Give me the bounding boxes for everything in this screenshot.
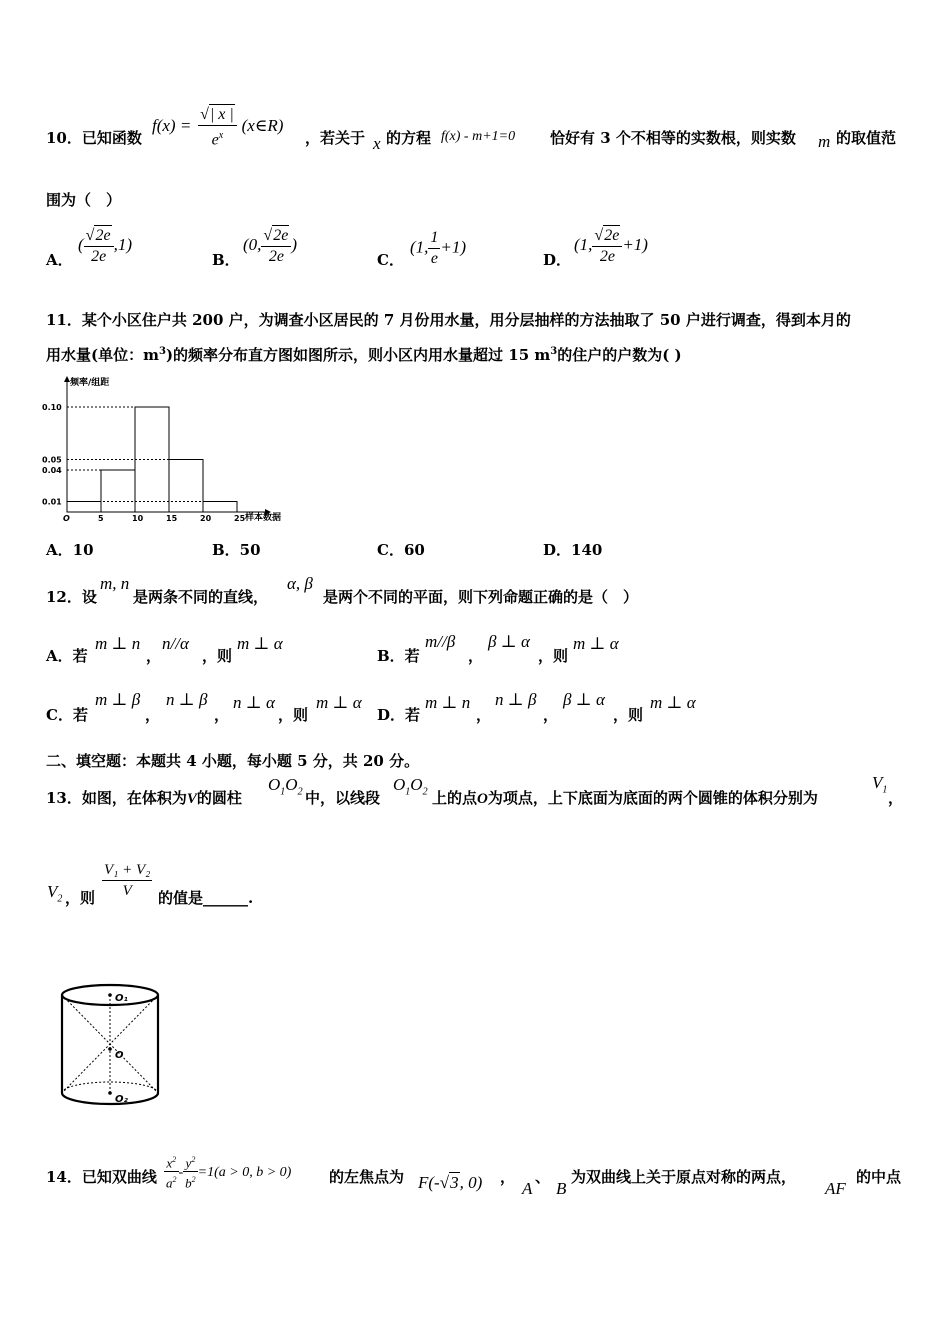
label-o1: O₁ — [115, 993, 128, 1004]
q10-option-b-label: B． — [212, 251, 240, 269]
q10-option-d-label: D． — [543, 251, 572, 269]
q14-text-4: 、 — [535, 1168, 551, 1186]
q12-d-m1: m ⊥ n — [425, 693, 471, 712]
q11-option-c: C．60 — [377, 541, 425, 559]
q14-text-6: 的中点 — [856, 1168, 902, 1186]
q12-c-comma-1: ， — [145, 706, 161, 724]
q14-start — [46, 1166, 157, 1187]
histogram-bar-15-20 — [169, 460, 203, 513]
x-tick-15: 15 — [166, 514, 178, 523]
q12-c-comma-2: ， — [214, 706, 230, 724]
q10-equation: f(x) - m+1=0 — [441, 129, 516, 144]
q10-option-a-formula: ( $\frac{√2e}{2e}$ ,1) — [78, 227, 132, 265]
q12-d-comma-1: ， — [476, 706, 492, 724]
q10-domain: (x∈R) — [241, 116, 284, 136]
histogram-bar-20-25 — [203, 502, 237, 513]
q11-text-2c: 的住户的户数为( ) — [557, 346, 682, 364]
q12-c-then: ，则 — [278, 706, 309, 724]
q12-number: 12． — [46, 588, 82, 606]
q12-a-m3: m ⊥ α — [237, 634, 283, 653]
q10-m: m — [818, 132, 831, 151]
q12-c-m4: m ⊥ α — [316, 693, 362, 712]
q12-a-comma: ， — [146, 647, 162, 665]
q14-point-a: A — [522, 1179, 533, 1198]
q14-point-b: B — [556, 1179, 567, 1198]
q12-d-m4: m ⊥ α — [650, 693, 696, 712]
y-tick-0.01: 0.01 — [42, 497, 62, 507]
q10-number: 10． — [46, 129, 82, 147]
point-o2 — [108, 1091, 112, 1095]
q13-frac-num: V₁ + V₂ — [102, 860, 152, 881]
y-tick-0.05: 0.05 — [42, 455, 62, 465]
q13-number: 13． — [46, 789, 82, 807]
q12-a-m2: n//α — [162, 634, 189, 653]
q13-o1o2-first: $O_1O_2$ — [268, 775, 303, 798]
q11-sup-1: 3 — [158, 346, 166, 357]
q10-a-sqrt: 2e — [95, 227, 111, 244]
q10-text-2: ，若关于 — [305, 129, 366, 147]
q10-d-close: +1) — [622, 235, 648, 254]
q12-b-comma: ， — [468, 647, 484, 665]
q10-c-den: e — [430, 250, 438, 267]
cylinder-figure — [55, 978, 175, 1123]
q13-o1o2-second: $O_1O_2$ — [393, 775, 428, 798]
q13-text-8: 的值是______. — [158, 889, 254, 907]
q10-c-close: +1) — [440, 237, 467, 257]
q11-number: 11． — [46, 311, 82, 329]
q13-text-6: ， — [888, 789, 904, 807]
y-tick-0.04: 0.04 — [42, 466, 62, 475]
q12-a-m1: m ⊥ n — [95, 634, 141, 653]
y-tick-0.10: 0.10 — [42, 403, 62, 412]
q13-fraction — [102, 860, 152, 901]
q10-exp: x — [218, 130, 224, 141]
q10-a-den: 2e — [91, 248, 107, 265]
q13-point-o: O — [477, 791, 488, 807]
q12-mn: m, n — [100, 574, 130, 593]
q10-e: e — [211, 131, 219, 149]
histogram-x-label: 样本数据 — [245, 513, 282, 523]
q13-text-4: 上的点O为项点，上下底面为底面的两个圆锥的体积分别为 — [432, 789, 818, 807]
q13-frac-den: V — [122, 883, 132, 899]
q10-c-num: 1 — [428, 228, 440, 249]
q13-start — [46, 787, 242, 808]
q12-b-then: ，则 — [538, 647, 569, 665]
q12-b-m3: m ⊥ α — [573, 634, 619, 653]
q12-d-m3: β ⊥ α — [563, 690, 605, 709]
q13-text-2: 的圆柱 — [196, 789, 242, 807]
section-2-heading: 二、填空题：本题共 4 小题，每小题 5 分，共 20 分。 — [46, 752, 420, 770]
x-tick-10: 10 — [132, 514, 144, 523]
q13-text-1: 如图，在体积为 — [81, 789, 187, 807]
q12-alpha-beta: α, β — [287, 574, 313, 593]
q10-function-formula — [152, 104, 283, 150]
point-o — [108, 1047, 112, 1051]
q12-a-then: ，则 — [202, 647, 233, 665]
q12-c-m2: n ⊥ β — [166, 690, 208, 709]
histogram-ticks — [42, 403, 246, 523]
q10-b-open: (0, — [243, 235, 262, 254]
q13-v1: $V_1$ — [872, 773, 888, 796]
point-o1 — [108, 993, 112, 997]
q10-d-den: 2e — [599, 248, 615, 265]
q10-b-den: 2e — [268, 248, 284, 265]
q10-option-d-formula: (1, $\frac{√2e}{2e}$ +1) — [574, 227, 648, 265]
q12-c-m1: m ⊥ β — [95, 690, 141, 709]
q12-text-1: 设 — [81, 588, 97, 606]
x-tick-25: 25 — [234, 514, 246, 523]
q14-af: AF — [825, 1179, 846, 1198]
q14-text-3: ， — [500, 1168, 516, 1186]
q12-text-2: 是两条不同的直线， — [133, 588, 269, 606]
x-tick-20: 20 — [200, 514, 212, 523]
histogram-bar-0-5 — [67, 502, 101, 513]
q13-text-3: 中，以线段 — [305, 789, 381, 807]
q10-line1 — [46, 127, 142, 148]
q10-option-b-formula: (0, $\frac{√2e}{2e}$ ) — [243, 227, 297, 265]
q12-d-comma-2: ， — [543, 706, 559, 724]
q12-d-then: ，则 — [613, 706, 644, 724]
q13-text-7: ，则 — [65, 889, 96, 907]
q10-b-sqrt: 2e — [273, 227, 289, 244]
q11-text-2b: )的频率分布直方图如图所示，则小区内用水量超过 15 m — [165, 346, 551, 364]
q10-option-c-formula — [410, 228, 466, 269]
q10-fx: f(x) = — [152, 116, 192, 136]
q14-focus: F(-√3, 0) — [418, 1173, 483, 1192]
q10-d-sqrt: 2e — [604, 227, 620, 244]
q11-text-1: 某个小区住户共 200 户，为调查小区居民的 7 月份用水量，用分层抽样的方法抽取了 50 户进行调查，得到本月的 — [81, 311, 851, 329]
q10-text-1: 已知函数 — [81, 129, 142, 147]
q10-a-close: ,1) — [113, 235, 132, 254]
q12-text-3: 是两个不同的平面，则下列命题正确的是（ ） — [323, 588, 639, 606]
q10-d-open: (1, — [574, 235, 593, 254]
q11-option-b: B．50 — [212, 541, 261, 559]
q10-abs-x: | x | — [209, 106, 234, 123]
q10-text-4: 恰好有 3 个不相等的实数根，则实数 — [550, 129, 796, 147]
q10-text-5: 的取值范 — [836, 129, 897, 147]
q14-text-2: 的左焦点为 — [329, 1168, 405, 1186]
q11-sup-2: 3 — [550, 346, 558, 357]
histogram-y-label: 频率/组距 — [70, 378, 110, 388]
q12-option-d-label: D．若 — [377, 706, 421, 724]
q14-text-5: 为双曲线上关于原点对称的两点， — [571, 1168, 797, 1186]
q11-line2 — [46, 344, 682, 365]
q10-text-6: 围为（ ） — [46, 191, 122, 209]
q10-option-c-label: C． — [377, 251, 404, 269]
q12-b-m2: β ⊥ α — [488, 632, 530, 651]
q13-v2: $V_2$ — [47, 882, 63, 905]
q12-option-c-label: C．若 — [46, 706, 88, 724]
q11-text-2a: 用水量(单位：m — [46, 346, 159, 364]
q10-c-open: (1, — [410, 237, 429, 257]
histogram-bar-5-10 — [101, 470, 135, 512]
q12-start — [46, 586, 97, 607]
q12-c-m3: n ⊥ α — [233, 693, 275, 712]
q10-x: x — [373, 134, 381, 153]
q14-hyperbola-formula: $\frac{x^2}{a^2}$ - $\frac{y^2}{b^2}$ =1(a > 0, b > 0) — [164, 1152, 291, 1192]
q12-d-m2: n ⊥ β — [495, 690, 537, 709]
q12-b-m1: m//β — [425, 632, 456, 651]
q14-text-1: 已知双曲线 — [81, 1168, 157, 1186]
q12-option-a-label: A．若 — [46, 647, 88, 665]
label-o2: O₂ — [115, 1094, 128, 1105]
q14-number: 14． — [46, 1168, 82, 1186]
label-o: O — [115, 1050, 124, 1061]
q10-option-a-label: A． — [46, 251, 73, 269]
q10-text-3: 的方程 — [386, 129, 432, 147]
q11-option-a: A．10 — [46, 541, 94, 559]
q11-option-d: D．140 — [543, 541, 603, 559]
q12-option-b-label: B．若 — [377, 647, 420, 665]
q11-line1 — [46, 309, 851, 330]
frequency-histogram — [40, 375, 300, 525]
q13-v: V — [186, 791, 197, 807]
x-tick-O: O — [63, 514, 70, 523]
q10-fraction: $\frac{√| x |}{e^x}$ — [198, 104, 237, 150]
x-tick-5: 5 — [98, 514, 104, 523]
